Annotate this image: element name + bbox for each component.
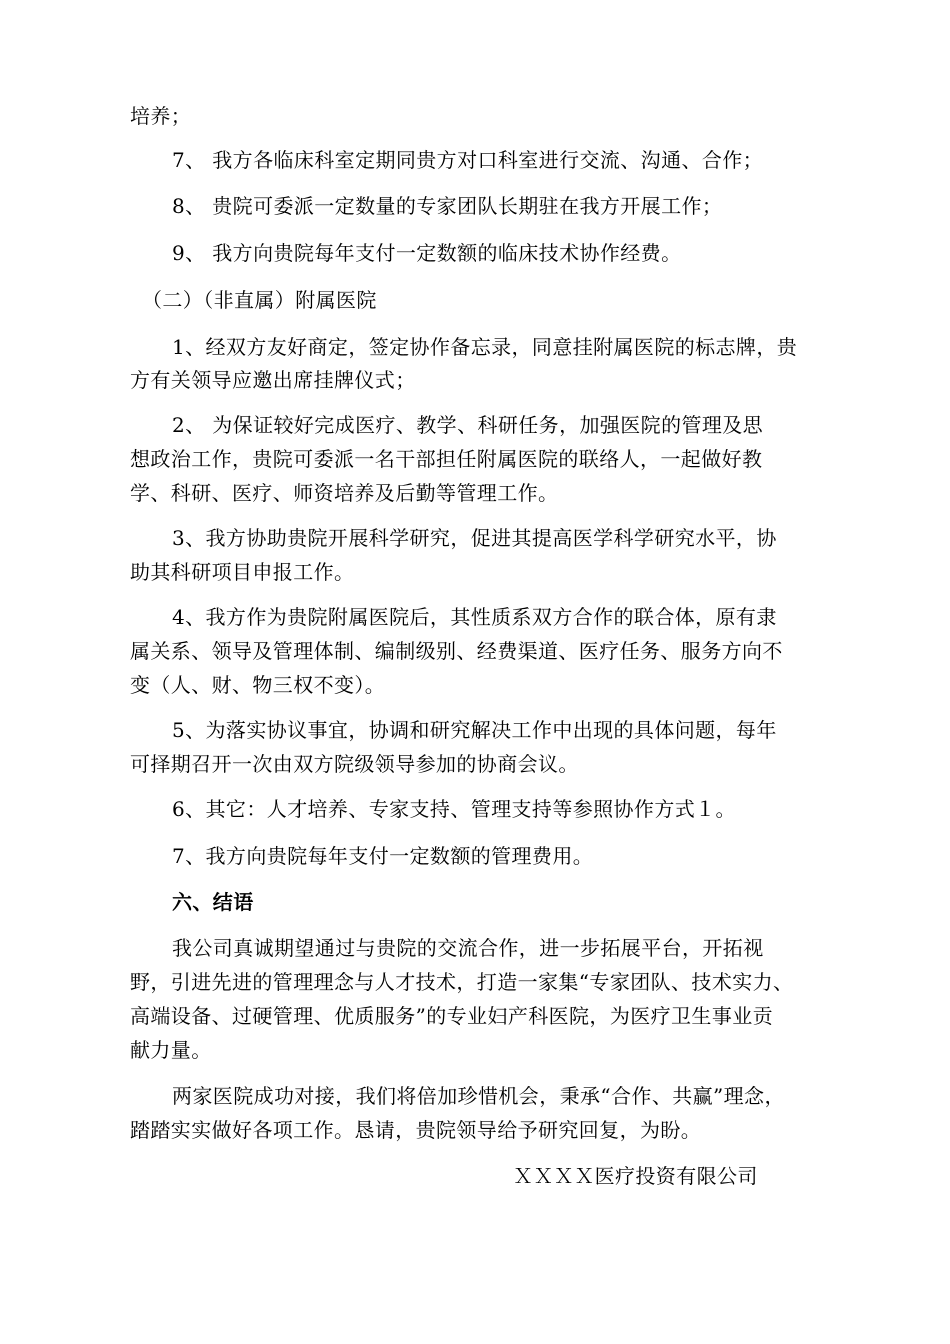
conclusion-paragraph-line-4: 献力量。 — [130, 1038, 212, 1062]
paragraph-3-line-1: 3、我方协助贵院开展科学研究，促进其提高医学科学研究水平，协 — [172, 526, 777, 550]
conclusion-paragraph-line-2: 野，引进先进的管理理念与人才技术，打造一家集“专家团队、技术实力、 — [130, 970, 794, 994]
paragraph-2-line-1: 2、 为保证较好完成医疗、教学、科研任务，加强医院的管理及思 — [172, 413, 764, 437]
section-heading-conclusion: 六、结语 — [172, 890, 254, 914]
paragraph-6: 6、其它：人才培养、专家支持、管理支持等参照协作方式１。 — [172, 797, 736, 821]
paragraph-3-line-2: 助其科研项目申报工作。 — [130, 560, 355, 584]
paragraph-1-line-1: 1、经双方友好商定，签定协作备忘录，同意挂附属医院的标志牌，贵 — [172, 335, 798, 359]
paragraph-5-line-1: 5、为落实协议事宜，协调和研究解决工作中出现的具体问题，每年 — [172, 718, 777, 742]
paragraph-4-line-3: 变（人、财、物三权不变）。 — [130, 673, 386, 697]
paragraph-5-line-2: 可择期召开一次由双方院级领导参加的协商会议。 — [130, 752, 579, 776]
conclusion-paragraph-line-3: 高端设备、过硬管理、优质服务”的专业妇产科医院，为医疗卫生事业贡 — [130, 1004, 774, 1028]
paragraph-7: 7、我方向贵院每年支付一定数额的管理费用。 — [172, 844, 594, 868]
section-heading-affiliated-hospital: （二）（非直属）附属医院 — [142, 288, 377, 312]
paragraph-2-line-3: 学、科研、医疗、师资培养及后勤等管理工作。 — [130, 481, 559, 505]
paragraph-2-line-2: 想政治工作，贵院可委派一名干部担任附属医院的联络人，一起做好教 — [130, 447, 763, 471]
conclusion-paragraph-line-1: 我公司真诚期望通过与贵院的交流合作，进一步拓展平台，开拓视 — [172, 936, 764, 960]
text-line: 培养； — [130, 104, 192, 128]
list-item-9: 9、 我方向贵院每年支付一定数额的临床技术协作经费。 — [172, 241, 682, 265]
paragraph-4-line-1: 4、我方作为贵院附属医院后，其性质系双方合作的联合体，原有隶 — [172, 605, 777, 629]
company-signature: ＸＸＸＸ医疗投资有限公司 — [513, 1164, 758, 1188]
paragraph-4-line-2: 属关系、领导及管理体制、编制级别、经费渠道、医疗任务、服务方向不 — [130, 639, 783, 663]
paragraph-1-line-2: 方有关领导应邀出席挂牌仪式； — [130, 368, 416, 392]
list-item-7: 7、 我方各临床科室定期同贵方对口科室进行交流、沟通、合作； — [172, 148, 764, 172]
list-item-8: 8、 贵院可委派一定数量的专家团队长期驻在我方开展工作； — [172, 194, 723, 218]
closing-paragraph-line-1: 两家医院成功对接，我们将倍加珍惜机会，秉承“合作、共赢”理念， — [172, 1084, 785, 1108]
closing-paragraph-line-2: 踏踏实实做好各项工作。恳请，贵院领导给予研究回复，为盼。 — [130, 1118, 702, 1142]
